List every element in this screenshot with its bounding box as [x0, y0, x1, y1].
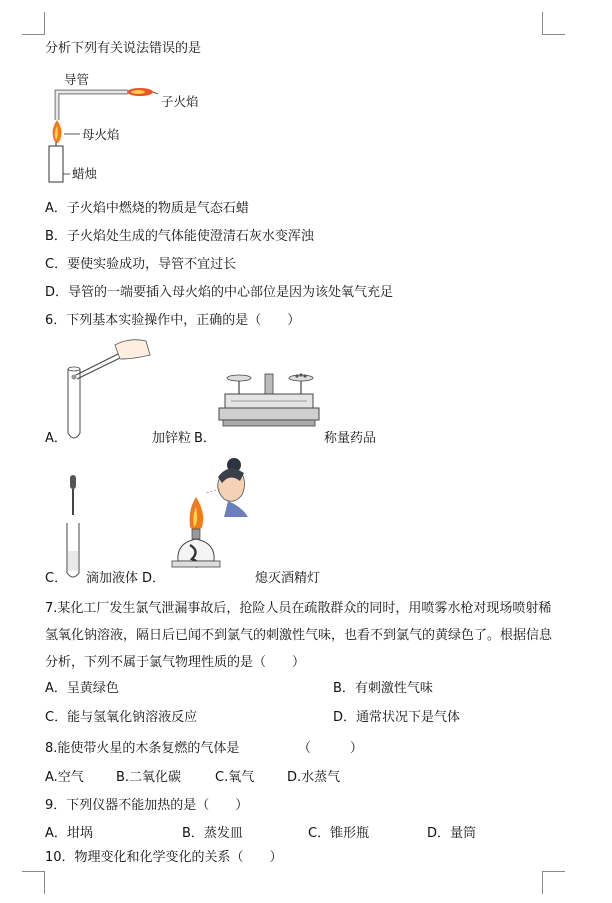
- balance-scale-illustration: [217, 372, 321, 442]
- q6-option-b-letter: B．: [194, 431, 216, 446]
- q8-option-a: A.空气: [45, 770, 84, 785]
- q9-option-a: A．坩埚: [45, 826, 93, 841]
- add-zinc-granule-illustration: [60, 335, 155, 443]
- q7-option-c: C．能与氢氧化钠溶液反应: [45, 710, 198, 725]
- q6-option-a-letter: A．: [45, 431, 67, 446]
- q7-stem: 7.某化工厂发生氯气泄漏事故后，抢险人员在疏散群众的同时，用喷雾水枪对现场喷射稀氢氧化钠溶液，隔日后已闻不到氯气的刺激性气味，也看不到氯气的黄绿色了。根据信息分析，下列不属于氯气物理性质的是（ ）: [45, 601, 553, 670]
- q8-option-d: D.水蒸气: [287, 770, 341, 785]
- q7-option-b: B．有刺激性气味: [333, 681, 433, 696]
- crop-mark-top-right: [542, 12, 565, 35]
- crop-mark-bottom-left: [22, 871, 45, 894]
- figure-tube-label: 导管: [64, 72, 90, 87]
- q8-option-b: B.二氧化碳: [116, 770, 182, 785]
- q7-option-d: D．通常状况下是气体: [333, 710, 461, 725]
- q9-option-d: D．量筒: [427, 826, 477, 841]
- q5-option-c: C．要使实验成功，导管不宜过长: [45, 257, 237, 272]
- figure-candle-label: 蜡烛: [72, 166, 98, 181]
- q9-option-b: B．蒸发皿: [182, 826, 243, 841]
- q6-option-b-caption: 称量药品: [324, 431, 377, 446]
- q6-option-a-caption: 加锌粒: [152, 431, 192, 446]
- q10-stem: 10．物理变化和化学变化的关系（ ）: [45, 850, 283, 865]
- dropper-illustration: [62, 473, 84, 583]
- crop-mark-top-left: [22, 12, 45, 35]
- q8-option-c: C.氧气: [215, 770, 255, 785]
- q6-stem: 6．下列基本实验操作中，正确的是（ ）: [45, 313, 301, 328]
- crop-mark-bottom-right: [542, 871, 565, 894]
- q5-option-a: A．子火焰中燃烧的物质是气态石蜡: [45, 201, 249, 216]
- q5-stem: 分析下列有关说法错误的是: [45, 41, 202, 56]
- figure-mother-flame-label: 母火焰: [82, 127, 120, 142]
- q6-option-d-letter: D．: [142, 571, 166, 586]
- q5-option-d: D．导管的一端要插入母火焰的中心部位是因为该处氧气充足: [45, 285, 394, 300]
- q6-option-d-caption: 熄灭酒精灯: [255, 571, 321, 586]
- extinguish-alcohol-lamp-illustration: [168, 455, 256, 583]
- figure-sub-flame-label: 子火焰: [161, 94, 199, 109]
- q9-option-c: C．锥形瓶: [308, 826, 370, 841]
- q8-stem: 8.能使带火星的木条复燃的气体是 （ ）: [45, 741, 363, 756]
- q7-option-a: A．呈黄绿色: [45, 681, 119, 696]
- q6-option-c-caption: 滴加液体: [86, 571, 139, 586]
- q9-stem: 9．下列仪器不能加热的是（ ）: [45, 798, 249, 813]
- q5-option-b: B．子火焰处生成的气体能使澄清石灰水变浑浊: [45, 229, 314, 244]
- q6-option-c-letter: C．: [45, 571, 68, 586]
